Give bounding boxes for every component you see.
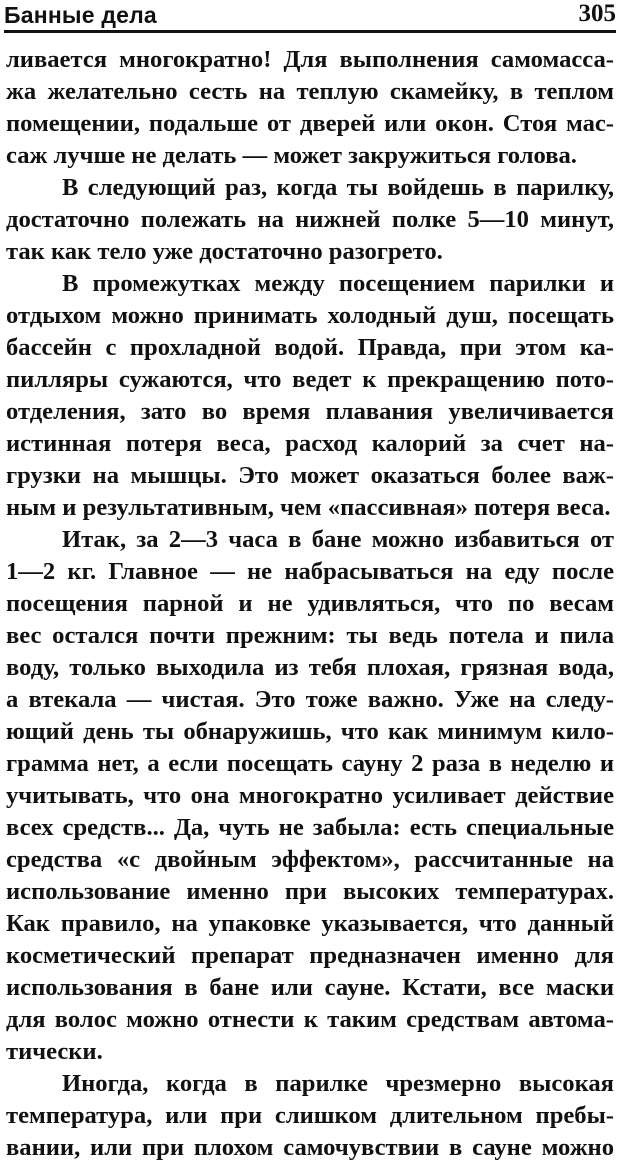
text-line: ющий день ты обнаружишь, что как минимум кило- <box>6 718 614 745</box>
paragraph <box>6 1068 614 1164</box>
text-line: В промежутках между посещением парилки и <box>62 270 614 297</box>
text-line: саж лучше не делать — может закружиться голова. <box>6 142 577 169</box>
text-line: отделения, зато во время плавания увеличивается <box>6 398 614 425</box>
text-line: истинная потеря веса, расход калорий за счет на- <box>6 430 614 457</box>
text-line: вес остался почти прежним: ты ведь потела и пила <box>6 622 614 649</box>
text-line: тически. <box>6 1038 103 1065</box>
paragraph <box>6 268 614 524</box>
text-line: ливается многократно! Для выполнения самомасса- <box>6 46 614 73</box>
text-line: для волос можно отнести к таким средствам автома- <box>6 1006 614 1033</box>
text-line: косметический препарат предназначен именно для <box>6 942 614 969</box>
text-line: средства «с двойным эффектом», рассчитанные на <box>6 846 614 873</box>
body-text <box>6 44 614 1164</box>
text-line: грамма нет, а если посещать сауну 2 раза в неделю и <box>6 750 614 777</box>
text-line: так как тело уже достаточно разогрето. <box>6 238 443 265</box>
paragraph <box>6 524 614 1068</box>
text-line: Как правило, на упаковке указывается, что данный <box>6 910 614 937</box>
paragraph <box>6 44 614 172</box>
text-line: использование именно при высоких температурах. <box>6 878 614 905</box>
text-line: Иногда, когда в парилке чрезмерно высокая <box>62 1070 614 1097</box>
header-rule <box>4 30 616 33</box>
text-line: всех средств... Да, чуть не забыла: есть специальные <box>6 814 614 841</box>
text-line: В следующий раз, когда ты войдешь в парилку, <box>62 174 614 201</box>
running-head <box>4 0 616 34</box>
text-line: использования в бане или сауне. Кстати, все маски <box>6 974 614 1001</box>
text-line: посещения парной и не удивляться, что по весам <box>6 590 614 617</box>
text-line: грузки на мышцы. Это может оказаться более важ- <box>6 462 614 489</box>
text-line: бассейн с прохладной водой. Правда, при этом ка- <box>6 334 614 361</box>
text-line: Итак, за 2—3 часа в бане можно избавиться от <box>62 526 614 553</box>
text-line: достаточно полежать на нижней полке 5—10 минут, <box>6 206 614 233</box>
text-line: пилляры сужаются, что ведет к прекращению пото- <box>6 366 614 393</box>
text-line: вании, или при плохом самочувствии в сауне можно <box>6 1134 614 1161</box>
paragraph <box>6 172 614 268</box>
text-line: ным и результативным, чем «пассивная» потеря веса. <box>6 494 611 521</box>
page-number: 305 <box>578 0 616 27</box>
text-line: 1—2 кг. Главное — не набрасываться на еду после <box>6 558 614 585</box>
text-line: отдыхом можно принимать холодный душ, посещать <box>6 302 614 329</box>
text-line: помещении, подальше от дверей или окон. Стоя мас- <box>6 110 614 137</box>
text-line: температура, или при слишком длительном пребы- <box>6 1102 614 1129</box>
text-line: воду, только выходила из тебя плохая, грязная вода, <box>6 654 614 681</box>
text-line: жа желательно сесть на теплую скамейку, в теплом <box>6 78 614 105</box>
section-title: Банные дела <box>4 2 157 28</box>
text-line: а втекала — чистая. Это тоже важно. Уже на следу- <box>6 686 614 713</box>
text-line: учитывать, что она многократно усиливает действие <box>6 782 614 809</box>
